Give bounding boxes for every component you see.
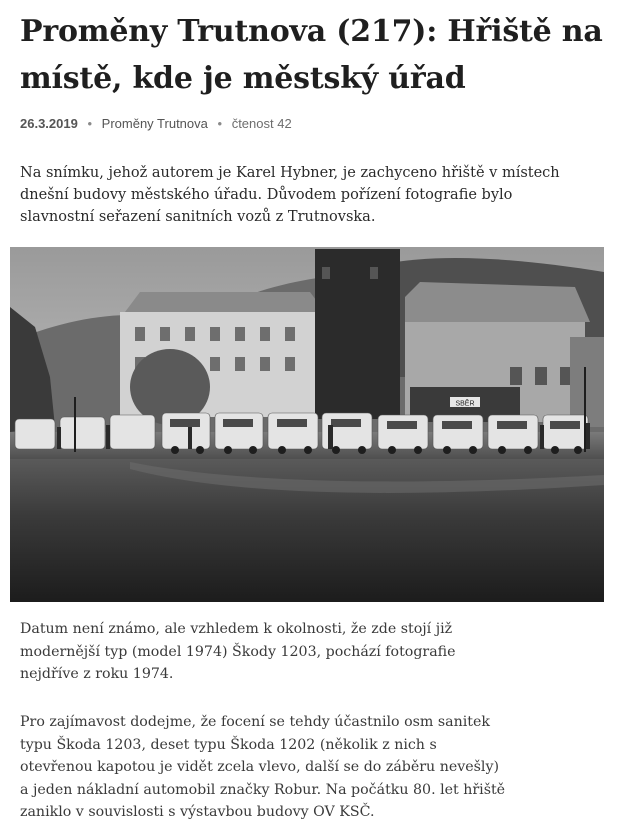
meta-separator: • <box>217 116 223 131</box>
photo-ambulances <box>15 413 590 454</box>
photo-building-right-windows <box>510 367 572 385</box>
article-paragraph: Datum není známo, ale vzhledem k okolnosti, že zde stojí již modernější typ (model 1974) Škody 1203, pochází fotografie nejdříve z roku 1974. <box>20 621 456 682</box>
meta-separator: • <box>87 116 93 131</box>
article-paragraph: Pro zajímavost dodejme, že focení se tehdy účastnilo osm sanitek typu Škoda 1203, deset typu Škoda 1202 (několik z nich s otevřenou kapotou je vidět zcela vlevo, další se do záběru nevešly) a jeden nákladní automobil značky Robur. Na počátku 80. let hřiště zaniklo v souvislosti s výstavbou budovy OV KSČ. <box>20 714 506 820</box>
photo-building-left-roof <box>125 292 325 312</box>
article-lead: Na snímku, jehož autorem je Karel Hybner, je zachyceno hřiště v místech dnešní budovy městského úřadu. Důvodem pořízení fotografie bylo slavnostní seřazení sanitních vozů z Trutnovska. <box>20 165 560 225</box>
photo-shop-sign-text: SBĚR <box>455 400 475 408</box>
article-meta <box>20 116 292 131</box>
photo-building-far-right <box>570 337 604 427</box>
read-count: čtenost 42 <box>231 116 292 131</box>
category-link[interactable]: Proměny Trutnova <box>101 116 208 131</box>
publish-date: 26.3.2019 <box>20 116 78 131</box>
photo-building-right-roof <box>405 282 590 322</box>
article-title: Proměny Trutnova (217): Hřiště na místě, kde je městský úřad <box>20 14 603 96</box>
photo-tower-window <box>370 267 378 279</box>
historical-photo[interactable] <box>10 247 604 602</box>
photo-tower-window <box>322 267 330 279</box>
